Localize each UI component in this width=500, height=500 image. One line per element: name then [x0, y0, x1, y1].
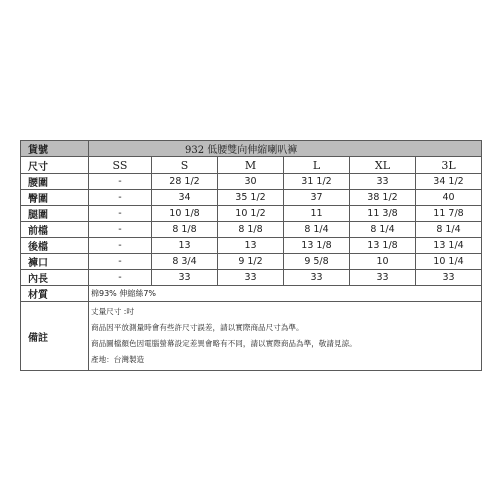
- measurement-value: 11 7/8: [416, 206, 482, 222]
- size-table: [20, 140, 482, 371]
- measurement-value: 33: [416, 270, 482, 286]
- measurement-value: 10: [350, 254, 416, 270]
- measurement-value: 10 1/8: [152, 206, 218, 222]
- item-number-row: [21, 141, 482, 157]
- remark-line: 商品因平放測量時會有些許尺寸誤差，請以實際商品尺寸為準。: [91, 323, 304, 332]
- remarks-notes: [89, 302, 482, 371]
- measurement-value: -: [89, 270, 152, 286]
- size-chart: [20, 140, 481, 371]
- remark-line: 商品圖檔顏色因電腦螢幕設定差異會略有不同，請以實際商品為準，敬請見諒。: [91, 339, 357, 348]
- remarks-label: 備註: [21, 302, 89, 371]
- size-3l: 3L: [416, 157, 482, 174]
- measurement-value: 30: [218, 174, 284, 190]
- measurement-row: [21, 190, 482, 206]
- measurement-value: 8 1/8: [218, 222, 284, 238]
- measurement-value: 13 1/4: [416, 238, 482, 254]
- measurement-value: -: [89, 238, 152, 254]
- remark-line: 產地：台灣製造: [91, 355, 145, 364]
- measurement-value: -: [89, 174, 152, 190]
- measurement-label: 內長: [21, 270, 89, 286]
- measurement-value: 10 1/2: [218, 206, 284, 222]
- size-label: 尺寸: [21, 157, 89, 174]
- measurement-row: [21, 238, 482, 254]
- measurement-value: -: [89, 190, 152, 206]
- measurement-row: [21, 222, 482, 238]
- measurement-value: 8 3/4: [152, 254, 218, 270]
- remarks-row: [21, 302, 482, 371]
- measurement-row: [21, 174, 482, 190]
- measurement-value: 33: [350, 174, 416, 190]
- measurement-value: 35 1/2: [218, 190, 284, 206]
- measurement-row: [21, 254, 482, 270]
- measurement-value: 33: [152, 270, 218, 286]
- size-m: M: [218, 157, 284, 174]
- product-name: 932 低腰雙向伸縮喇叭褲: [185, 145, 298, 156]
- measurement-row: [21, 270, 482, 286]
- material-label: 材質: [21, 286, 89, 302]
- measurement-value: 8 1/4: [350, 222, 416, 238]
- measurement-rows: [21, 174, 482, 286]
- measurement-value: 13 1/8: [284, 238, 350, 254]
- measurement-value: 33: [350, 270, 416, 286]
- measurement-value: 10 1/4: [416, 254, 482, 270]
- measurement-value: 38 1/2: [350, 190, 416, 206]
- measurement-label: 腰圍: [21, 174, 89, 190]
- measurement-value: 33: [218, 270, 284, 286]
- measurement-value: 37: [284, 190, 350, 206]
- size-ss: SS: [89, 157, 152, 174]
- measurement-label: 腿圍: [21, 206, 89, 222]
- measurement-value: 8 1/4: [416, 222, 482, 238]
- size-header-row: [21, 157, 482, 174]
- measurement-value: 9 1/2: [218, 254, 284, 270]
- measurement-value: 8 1/8: [152, 222, 218, 238]
- measurement-value: 28 1/2: [152, 174, 218, 190]
- measurement-value: 34: [152, 190, 218, 206]
- measurement-value: 13: [152, 238, 218, 254]
- measurement-value: 9 5/8: [284, 254, 350, 270]
- measurement-label: 褲口: [21, 254, 89, 270]
- measurement-value: 8 1/4: [284, 222, 350, 238]
- measurement-value: 13: [218, 238, 284, 254]
- measurement-label: 前檔: [21, 222, 89, 238]
- measurement-value: 31 1/2: [284, 174, 350, 190]
- measurement-row: [21, 206, 482, 222]
- remark-line: 丈量尺寸 :吋: [91, 307, 134, 316]
- measurement-label: 後檔: [21, 238, 89, 254]
- material-value: 棉93% 伸縮絲7%: [89, 286, 482, 302]
- measurement-value: -: [89, 222, 152, 238]
- product-name-cell: [89, 141, 482, 157]
- measurement-value: -: [89, 254, 152, 270]
- size-xl: XL: [350, 157, 416, 174]
- size-s: S: [152, 157, 218, 174]
- measurement-label: 臀圍: [21, 190, 89, 206]
- measurement-value: 33: [284, 270, 350, 286]
- measurement-value: 11: [284, 206, 350, 222]
- measurement-value: 13 1/8: [350, 238, 416, 254]
- measurement-value: 11 3/8: [350, 206, 416, 222]
- size-l: L: [284, 157, 350, 174]
- item-number-label: 貨號: [21, 141, 89, 157]
- material-row: [21, 286, 482, 302]
- measurement-value: -: [89, 206, 152, 222]
- measurement-value: 40: [416, 190, 482, 206]
- measurement-value: 34 1/2: [416, 174, 482, 190]
